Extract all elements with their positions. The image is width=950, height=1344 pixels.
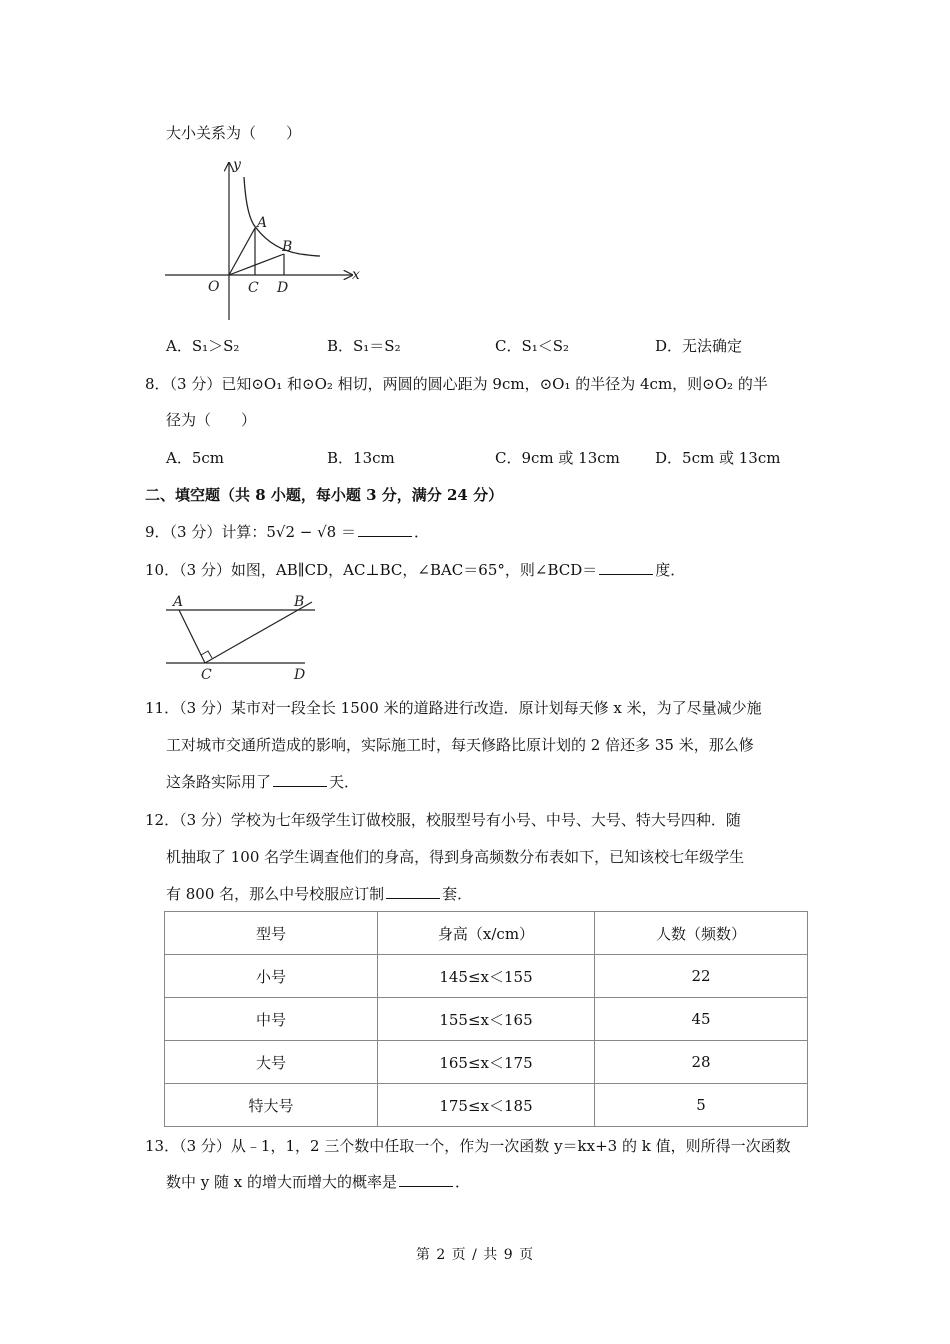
q7-option-c: C．S₁＜S₂	[495, 337, 570, 355]
q13-line2-prefix: 数中 y 随 x 的增大而增大的概率是	[166, 1173, 398, 1191]
q13-answer-blank	[399, 1172, 453, 1187]
q7-tail-text: 大小关系为（ ）	[166, 124, 302, 142]
q11-line3	[166, 772, 359, 792]
q7-label-a: A	[257, 215, 268, 231]
q12-line3	[166, 884, 472, 904]
table-header-cell: 人数（频数）	[595, 912, 808, 955]
q8-option-d: D．5cm 或 13cm	[655, 449, 781, 467]
height-frequency-table	[164, 911, 808, 1127]
q11-line2: 工对城市交通所造成的影响，实际施工时，每天修路比原计划的 2 倍还多 35 米，那么修	[166, 736, 754, 754]
q7-hyperbola-graph	[160, 155, 370, 325]
table-cell: 45	[595, 998, 808, 1041]
q12-answer-blank	[386, 884, 440, 899]
q10-label-a: A	[173, 594, 184, 610]
table-row	[165, 955, 808, 998]
q9-prefix: 9．（3 分）计算：	[145, 523, 267, 541]
table-header-cell: 身高（x/cm）	[378, 912, 595, 955]
table-cell: 特大号	[165, 1084, 378, 1127]
q11-answer-blank	[273, 772, 327, 787]
table-cell: 175≤x＜185	[378, 1084, 595, 1127]
table-cell: 小号	[165, 955, 378, 998]
q11-line3-prefix: 这条路实际用了	[166, 773, 272, 791]
table-cell: 5	[595, 1084, 808, 1127]
q9-end: ．	[413, 523, 429, 541]
q8-option-c: C．9cm 或 13cm	[495, 449, 620, 467]
q7-option-a: A．S₁＞S₂	[166, 337, 240, 355]
q8-line1: 8．（3 分）已知⊙O₁ 和⊙O₂ 相切，两圆的圆心距为 9cm，⊙O₁ 的半径为 4cm，则⊙O₂ 的半	[145, 375, 768, 393]
q9-line	[145, 522, 429, 542]
table-cell: 中号	[165, 998, 378, 1041]
table-cell: 165≤x＜175	[378, 1041, 595, 1084]
table-row	[165, 1084, 808, 1127]
q13-line2-end: ．	[455, 1173, 471, 1191]
table-cell: 大号	[165, 1041, 378, 1084]
q10-label-b: B	[294, 594, 305, 610]
q7-label-b: B	[282, 239, 293, 255]
q10-label-d: D	[294, 667, 306, 682]
q7-label-c: C	[248, 280, 259, 296]
table-row	[165, 998, 808, 1041]
table-cell: 22	[595, 955, 808, 998]
page-footer: 第 2 页 / 共 9 页	[415, 1247, 535, 1263]
section-2-title: 二、填空题（共 8 小题，每小题 3 分，满分 24 分）	[145, 486, 504, 504]
q7-label-x: x	[352, 267, 360, 283]
q8-option-a: A．5cm	[166, 449, 225, 467]
table-header-cell: 型号	[165, 912, 378, 955]
q7-label-d: D	[277, 280, 289, 296]
table-cell: 145≤x＜155	[378, 955, 595, 998]
table-header-row	[165, 912, 808, 955]
q13-line1: 13．（3 分）从﹣1，1，2 三个数中任取一个，作为一次函数 y＝kx+3 的 k 值，则所得一次函数	[145, 1137, 791, 1155]
q8-option-b: B．13cm	[327, 449, 395, 467]
q10-line	[145, 560, 685, 580]
q7-option-b: B．S₁＝S₂	[327, 337, 401, 355]
q9-expression: 5√2 − √8 ＝	[266, 523, 356, 541]
q7-segment-oa	[229, 228, 255, 275]
q12-line1: 12．（3 分）学校为七年级学生订做校服，校服型号有小号、中号、大号、特大号四种．随	[145, 811, 741, 829]
q10-parallel-lines-figure	[160, 590, 320, 682]
q12-line3-end: 套．	[442, 885, 473, 903]
q12-line2: 机抽取了 100 名学生调查他们的身高，得到身高频数分布表如下，已知该校七年级学生	[166, 848, 745, 866]
q9-answer-blank	[358, 522, 412, 537]
table-cell: 28	[595, 1041, 808, 1084]
q7-label-y: y	[233, 157, 241, 173]
q7-segment-ob	[229, 254, 284, 275]
q7-label-o: O	[208, 279, 220, 295]
table-cell: 155≤x＜165	[378, 998, 595, 1041]
q11-line3-end: 天．	[329, 773, 360, 791]
q8-line2: 径为（ ）	[166, 411, 257, 429]
q10-segment-bc	[205, 602, 312, 663]
q13-line2	[166, 1172, 470, 1192]
q11-line1: 11．（3 分）某市对一段全长 1500 米的道路进行改造．原计划每天修 x 米，为了尽量减少施	[145, 699, 762, 717]
q10-answer-blank	[599, 560, 653, 575]
q10-label-c: C	[201, 667, 212, 682]
q12-line3-prefix: 有 800 名，那么中号校服应订制	[166, 885, 385, 903]
q7-option-d: D．无法确定	[655, 337, 743, 355]
table-row	[165, 1041, 808, 1084]
q10-end: 度．	[655, 561, 686, 579]
q10-text: 10．（3 分）如图，AB∥CD，AC⊥BC，∠BAC＝65°，则∠BCD＝	[145, 561, 598, 579]
